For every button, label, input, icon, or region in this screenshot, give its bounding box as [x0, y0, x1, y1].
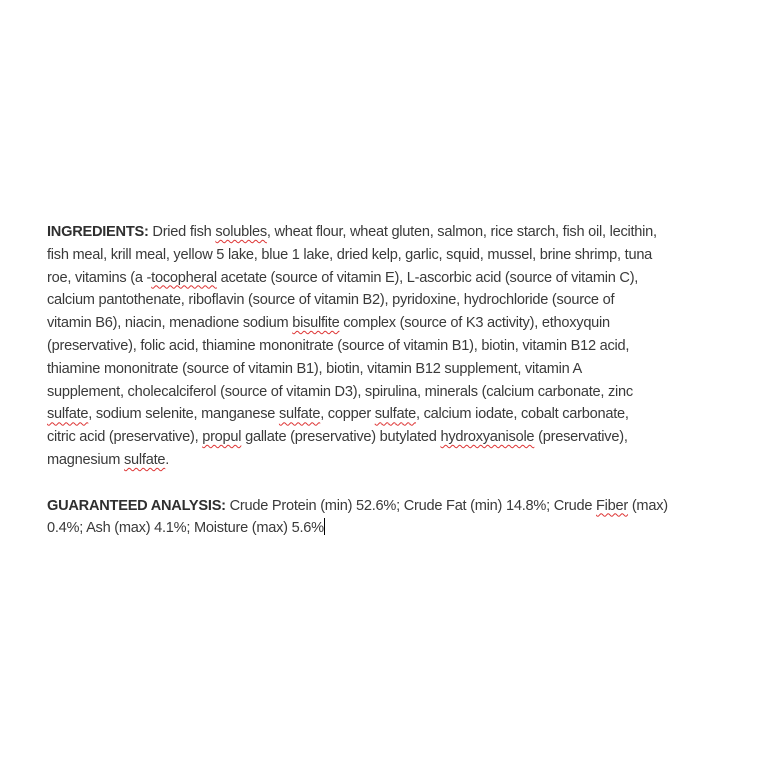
text-segment: Dried fish: [148, 224, 216, 240]
misspelled-word: propul: [202, 429, 242, 446]
text-line: [47, 381, 747, 404]
text-segment: gallate (preservative) butylated: [241, 429, 441, 446]
misspelled-word: Fiber: [596, 497, 629, 514]
text-segment: supplement, cholecalciferol (source of vitamin D3), spirulina, minerals (calcium carbonate, zinc: [47, 383, 633, 400]
text-line: [47, 335, 747, 358]
analysis-heading: GUARANTEED ANALYSIS:: [47, 497, 226, 514]
text-segment: (preservative), folic acid, thiamine mononitrate (source of vitamin B1), biotin, vitamin B12 acid,: [47, 337, 630, 354]
text-segment: fish meal, krill meal, yellow 5 lake, blue 1 lake, dried kelp, garlic, squid, mussel, brine shrimp, tuna: [47, 246, 653, 263]
misspelled-word: sulfate: [47, 406, 89, 423]
misspelled-word: sulfate: [124, 451, 166, 468]
text-line: [47, 426, 747, 449]
text-line: [47, 495, 747, 518]
misspelled-word: hydroxyanisole: [440, 429, 535, 446]
text-segment: (max): [628, 497, 668, 514]
text-segment: thiamine mononitrate (source of vitamin B1), biotin, vitamin B12 supplement, vitamin A: [47, 360, 582, 377]
text-segment: acetate (source of vitamin E), L-ascorbic acid (source of vitamin C),: [216, 269, 639, 286]
text-line: [47, 267, 747, 290]
text-line: [47, 449, 747, 472]
text-segment: .: [165, 451, 170, 468]
text-line: [47, 289, 747, 312]
text-segment: Crude Protein (min) 52.6%; Crude Fat (min) 14.8%; Crude: [225, 497, 597, 514]
misspelled-word: sulfate: [374, 406, 416, 423]
misspelled-word: solubles: [215, 224, 267, 240]
text-segment: , sodium selenite, manganese: [88, 406, 279, 423]
document-body[interactable]: [47, 221, 747, 540]
text-line: [47, 312, 747, 335]
text-segment: , copper: [320, 406, 375, 423]
misspelled-word: bisulfite: [292, 315, 340, 332]
text-segment: 0.4%; Ash (max) 4.1%; Moisture (max) 5.6%: [47, 520, 324, 537]
ingredients-heading: INGREDIENTS:: [47, 224, 149, 240]
text-line: [47, 244, 747, 267]
text-segment: , calcium iodate, cobalt carbonate,: [416, 406, 629, 423]
text-segment: citric acid (preservative),: [47, 429, 203, 446]
text-cursor: [324, 518, 325, 535]
text-line: [47, 358, 747, 381]
text-segment: calcium pantothenate, riboflavin (source of vitamin B2), pyridoxine, hydrochloride (source of: [47, 292, 615, 309]
text-segment: , wheat flour, wheat gluten, salmon, rice starch, fish oil, lecithin,: [266, 224, 657, 240]
text-line: [47, 403, 747, 426]
ingredients-paragraph[interactable]: [47, 221, 747, 472]
misspelled-word: sulfate: [278, 406, 321, 423]
text-segment: complex (source of K3 activity), ethoxyquin: [339, 315, 610, 332]
text-line: [47, 517, 747, 540]
text-segment: vitamin B6), niacin, menadione sodium: [47, 315, 293, 332]
text-segment: magnesium: [47, 451, 124, 468]
blank-line: [47, 472, 747, 495]
misspelled-word: tocopheral: [151, 269, 217, 286]
guaranteed-analysis-paragraph[interactable]: [47, 495, 747, 541]
text-segment: roe, vitamins (a -: [47, 269, 152, 286]
text-line: [47, 221, 747, 244]
text-segment: (preservative),: [534, 429, 628, 446]
